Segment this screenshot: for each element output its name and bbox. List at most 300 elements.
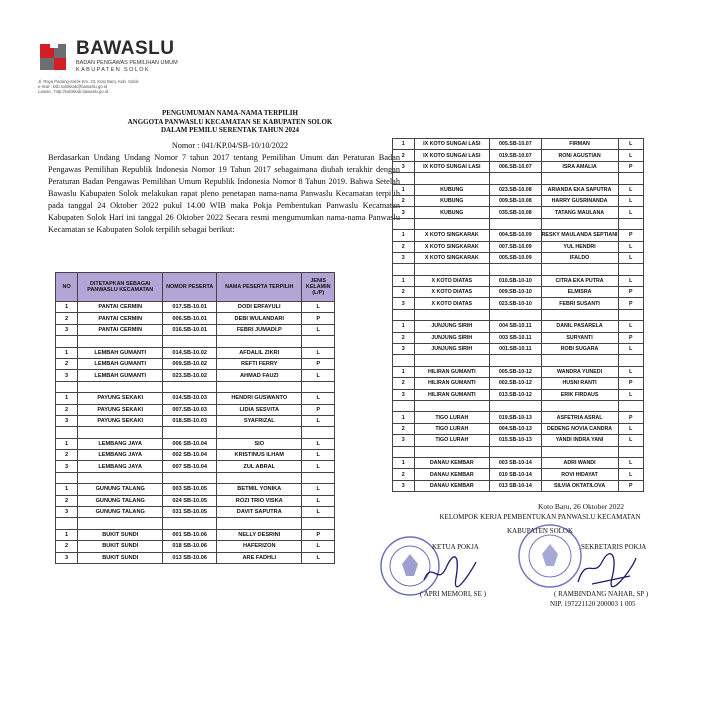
row-kecamatan: X KOTO SINGKARAK xyxy=(414,230,490,241)
row-no: 1 xyxy=(56,484,78,495)
row-nomor-peserta: 023.SB-10.02 xyxy=(163,370,217,381)
table-row xyxy=(393,321,644,332)
row-jenis-kelamin: P xyxy=(618,332,643,343)
table-row xyxy=(393,139,644,150)
row-no: 2 xyxy=(56,313,78,324)
table-row xyxy=(56,552,335,563)
results-table-right xyxy=(392,138,644,492)
row-jenis-kelamin: L xyxy=(618,321,643,332)
row-nama-peserta: ELMISRA xyxy=(541,287,618,298)
table-row xyxy=(393,457,644,468)
row-kecamatan: KUBUNG xyxy=(414,207,490,218)
table-row xyxy=(56,461,335,472)
header-nama-peserta: NAMA PESERTA TERPILIH xyxy=(217,273,302,302)
row-nama-peserta: REFTI FERRY xyxy=(217,358,302,369)
announcement-title: PENGUMUMAN NAMA-NAMA TERPILIH ANGGOTA PANWASLU KECAMATAN SE KABUPATEN SOLOK DALAM PEMILU SERENTAK TAHUN 2024 xyxy=(127,109,333,135)
table-row xyxy=(56,541,335,552)
row-kecamatan: BUKIT SUNDI xyxy=(78,541,163,552)
table-row xyxy=(393,275,644,286)
row-nomor-peserta: 013 SB-10-14 xyxy=(490,480,542,491)
row-kecamatan: GUNUNG TALANG xyxy=(78,507,163,518)
row-no: 3 xyxy=(393,344,415,355)
spacer-cell xyxy=(393,264,415,275)
row-no: 1 xyxy=(393,366,415,377)
row-jenis-kelamin: L xyxy=(618,150,643,161)
row-jenis-kelamin: L xyxy=(302,507,335,518)
row-nama-peserta: SYAFRIZAL xyxy=(217,415,302,426)
row-nama-peserta: HARRY GUSRINANDA xyxy=(541,195,618,206)
table-row xyxy=(393,207,644,218)
row-nomor-peserta: 014.SB-10.03 xyxy=(163,393,217,404)
row-kecamatan: BUKIT SUNDI xyxy=(78,529,163,540)
table-spacer-row xyxy=(393,309,644,320)
row-nama-peserta: AFDALIL ZIKRI xyxy=(217,347,302,358)
row-kecamatan: GUNUNG TALANG xyxy=(78,484,163,495)
row-nomor-peserta: 016.SB-10.01 xyxy=(163,324,217,335)
table-row xyxy=(393,298,644,309)
row-no: 2 xyxy=(393,423,415,434)
row-nomor-peserta: 005.SB-10-12 xyxy=(490,366,542,377)
row-nama-peserta: SIO xyxy=(217,438,302,449)
row-nama-peserta: DANIL PASARELA xyxy=(541,321,618,332)
row-nomor-peserta: 019.SB-10.07 xyxy=(490,150,542,161)
sekretaris-nip: NIP. 197221120 200003 1 005 xyxy=(550,600,636,608)
row-nama-peserta: DODI ERFAYULI xyxy=(217,302,302,313)
row-kecamatan: HILIRAN GUMANTI xyxy=(414,366,490,377)
row-nomor-peserta: 009.SB-10.02 xyxy=(163,358,217,369)
spacer-cell xyxy=(217,336,302,347)
row-nomor-peserta: 018.SB-10.03 xyxy=(163,415,217,426)
row-nama-peserta: ROBI SUGARA xyxy=(541,344,618,355)
row-kecamatan: LEMBAH GUMANTI xyxy=(78,358,163,369)
signature-regency: KABUPATEN SOLOK xyxy=(506,527,574,535)
row-kecamatan: LEMBANG JAYA xyxy=(78,461,163,472)
row-jenis-kelamin: P xyxy=(618,412,643,423)
table-row xyxy=(393,230,644,241)
spacer-cell xyxy=(541,400,618,411)
row-nomor-peserta: 019.SB-10-13 xyxy=(490,412,542,423)
table-row xyxy=(393,344,644,355)
row-nomor-peserta: 001 SB-10.06 xyxy=(163,529,217,540)
spacer-cell xyxy=(541,264,618,275)
row-jenis-kelamin: L xyxy=(618,469,643,480)
row-nomor-peserta: 017.SB-10.01 xyxy=(163,302,217,313)
row-no: 1 xyxy=(56,438,78,449)
spacer-cell xyxy=(490,446,542,457)
spacer-cell xyxy=(414,446,490,457)
table-row xyxy=(56,484,335,495)
row-nomor-peserta: 005.SB-10.07 xyxy=(490,139,542,150)
row-nomor-peserta: 003 SB-10.05 xyxy=(163,484,217,495)
row-nama-peserta: TATANG MAULANA xyxy=(541,207,618,218)
row-jenis-kelamin: L xyxy=(302,347,335,358)
row-kecamatan: IX KOTO SUNGAI LASI xyxy=(414,161,490,172)
spacer-cell xyxy=(302,427,335,438)
row-nama-peserta: WANDRA YUNEDI xyxy=(541,366,618,377)
table-spacer-row xyxy=(393,355,644,366)
row-jenis-kelamin: L xyxy=(302,541,335,552)
row-no: 1 xyxy=(393,457,415,468)
spacer-cell xyxy=(618,218,643,229)
row-nomor-peserta: 035.SB-10.08 xyxy=(490,207,542,218)
row-jenis-kelamin: L xyxy=(618,366,643,377)
row-kecamatan: LEMBAH GUMANTI xyxy=(78,370,163,381)
row-nama-peserta: FEBRI JUMADI.P xyxy=(217,324,302,335)
row-jenis-kelamin: L xyxy=(302,415,335,426)
table-row xyxy=(56,324,335,335)
spacer-cell xyxy=(163,518,217,529)
table-row xyxy=(393,480,644,491)
row-jenis-kelamin: L xyxy=(618,184,643,195)
row-nama-peserta: CITRA EKA PUTRA xyxy=(541,275,618,286)
row-kecamatan: PAYUNG SEKAKI xyxy=(78,404,163,415)
spacer-cell xyxy=(163,381,217,392)
spacer-cell xyxy=(490,309,542,320)
header-nomor-peserta: NOMOR PESERTA xyxy=(163,273,217,302)
table-row xyxy=(393,252,644,263)
table-spacer-row xyxy=(393,400,644,411)
row-nama-peserta: HUSNI RANTI xyxy=(541,378,618,389)
row-no: 3 xyxy=(56,324,78,335)
row-jenis-kelamin: L xyxy=(618,207,643,218)
row-jenis-kelamin: P xyxy=(618,161,643,172)
table-spacer-row xyxy=(393,264,644,275)
row-nomor-peserta: 013 SB-10.06 xyxy=(163,552,217,563)
table-spacer-row xyxy=(393,446,644,457)
table-row xyxy=(393,423,644,434)
row-no: 2 xyxy=(56,495,78,506)
row-kecamatan: X KOTO DIATAS xyxy=(414,275,490,286)
table-row xyxy=(393,412,644,423)
table-row xyxy=(56,507,335,518)
row-kecamatan: DANAU KEMBAR xyxy=(414,480,490,491)
header-kecamatan: DITETAPKAN SEBAGAI PANWASLU KECAMATAN xyxy=(78,273,163,302)
row-nama-peserta: DEBI WULANDARI xyxy=(217,313,302,324)
row-no: 3 xyxy=(393,207,415,218)
row-nama-peserta: ROZI TRIO VISKA xyxy=(217,495,302,506)
row-no: 2 xyxy=(393,469,415,480)
spacer-cell xyxy=(490,355,542,366)
spacer-cell xyxy=(302,336,335,347)
row-nama-peserta: KRISTINUS ILHAM xyxy=(217,450,302,461)
row-jenis-kelamin: L xyxy=(302,302,335,313)
spacer-cell xyxy=(78,336,163,347)
row-no: 1 xyxy=(393,275,415,286)
table-row xyxy=(56,393,335,404)
row-no: 1 xyxy=(393,230,415,241)
row-nomor-peserta: 015.SB-10-13 xyxy=(490,435,542,446)
row-nomor-peserta: 004.SB-10-13 xyxy=(490,423,542,434)
row-nama-peserta: IFALDO xyxy=(541,252,618,263)
row-no: 3 xyxy=(393,389,415,400)
row-no: 2 xyxy=(56,404,78,415)
row-kecamatan: DANAU KEMBAR xyxy=(414,457,490,468)
row-no: 3 xyxy=(56,370,78,381)
row-no: 3 xyxy=(393,252,415,263)
row-nama-peserta: AHMAD FAUZI xyxy=(217,370,302,381)
spacer-cell xyxy=(393,400,415,411)
spacer-cell xyxy=(56,381,78,392)
row-kecamatan: JUNJUNG SIRIH xyxy=(414,332,490,343)
row-nama-peserta: DEDENG NOVIA CANDRA xyxy=(541,423,618,434)
row-nomor-peserta: 005.SB-10.09 xyxy=(490,252,542,263)
spacer-cell xyxy=(414,264,490,275)
signature-date: Koto Baru, 26 Oktober 2022 xyxy=(538,502,625,511)
spacer-cell xyxy=(490,264,542,275)
table-spacer-row xyxy=(56,336,335,347)
row-nomor-peserta: 024 SB-10.05 xyxy=(163,495,217,506)
row-kecamatan: PANTAI CERMIN xyxy=(78,313,163,324)
signature-organization: KELOMPOK KERJA PEMBENTUKAN PANWASLU KECAMATAN xyxy=(439,513,641,521)
spacer-cell xyxy=(217,518,302,529)
header-no: NO xyxy=(56,273,78,302)
row-kecamatan: DANAU KEMBAR xyxy=(414,469,490,480)
row-nama-peserta: RONI AGUSTIAN xyxy=(541,150,618,161)
row-kecamatan: TIGO LURAH xyxy=(414,435,490,446)
sekretaris-signature-icon xyxy=(572,548,642,590)
spacer-cell xyxy=(393,446,415,457)
row-kecamatan: X KOTO SINGKARAK xyxy=(414,241,490,252)
row-jenis-kelamin: L xyxy=(618,195,643,206)
row-kecamatan: HILIRAN GUMANTI xyxy=(414,389,490,400)
row-jenis-kelamin: P xyxy=(618,287,643,298)
row-nomor-peserta: 006.SB-10.07 xyxy=(490,161,542,172)
row-nama-peserta: YUL HENDRI xyxy=(541,241,618,252)
spacer-cell xyxy=(541,218,618,229)
spacer-cell xyxy=(541,355,618,366)
row-no: 1 xyxy=(393,321,415,332)
spacer-cell xyxy=(78,381,163,392)
row-kecamatan: PAYUNG SEKAKI xyxy=(78,415,163,426)
row-kecamatan: BUKIT SUNDI xyxy=(78,552,163,563)
row-jenis-kelamin: L xyxy=(618,344,643,355)
spacer-cell xyxy=(414,400,490,411)
table-spacer-row xyxy=(56,472,335,483)
row-no: 1 xyxy=(56,393,78,404)
row-no: 2 xyxy=(56,541,78,552)
table-row xyxy=(56,495,335,506)
row-nomor-peserta: 014.SB-10.02 xyxy=(163,347,217,358)
spacer-cell xyxy=(393,355,415,366)
row-no: 3 xyxy=(393,480,415,491)
row-nama-peserta: ASFETRIA ASRAL xyxy=(541,412,618,423)
spacer-cell xyxy=(618,173,643,184)
row-nama-peserta: SURYANTI xyxy=(541,332,618,343)
header-jenis-kelamin: JENIS KELAMIN (L/P) xyxy=(302,273,335,302)
table-row xyxy=(56,302,335,313)
row-nama-peserta: ROVI HIDAYAT xyxy=(541,469,618,480)
row-jenis-kelamin: L xyxy=(302,370,335,381)
row-jenis-kelamin: L xyxy=(618,389,643,400)
row-nama-peserta: ISRA AMALIA xyxy=(541,161,618,172)
row-no: 1 xyxy=(56,302,78,313)
row-jenis-kelamin: L xyxy=(302,495,335,506)
spacer-cell xyxy=(78,427,163,438)
row-kecamatan: LEMBAH GUMANTI xyxy=(78,347,163,358)
row-jenis-kelamin: L xyxy=(618,457,643,468)
row-nama-peserta: ARIANDA EKA SAPUTRA xyxy=(541,184,618,195)
spacer-cell xyxy=(541,309,618,320)
row-nomor-peserta: 007.SB-10.09 xyxy=(490,241,542,252)
table-row xyxy=(393,332,644,343)
row-no: 1 xyxy=(393,139,415,150)
spacer-cell xyxy=(78,518,163,529)
spacer-cell xyxy=(490,173,542,184)
row-nama-peserta: FEBRI SUSANTI xyxy=(541,298,618,309)
spacer-cell xyxy=(56,518,78,529)
spacer-cell xyxy=(78,472,163,483)
row-nama-peserta: DAVIT SAPUTRA xyxy=(217,507,302,518)
row-no: 2 xyxy=(393,332,415,343)
table-row xyxy=(393,150,644,161)
spacer-cell xyxy=(393,173,415,184)
office-address: Jl. Raya Padang-Solok Km. 23, Koto Baru, Kab. Solok e-mail : ksb.solokkab@bawaslu.go.id Laman : http://solokkab.bawaslu.go.id xyxy=(38,79,139,95)
row-kecamatan: LEMBANG JAYA xyxy=(78,438,163,449)
spacer-cell xyxy=(414,355,490,366)
row-nomor-peserta: 023.SB-10.08 xyxy=(490,184,542,195)
row-no: 2 xyxy=(393,378,415,389)
row-nama-peserta: HAFERIZON xyxy=(217,541,302,552)
row-nama-peserta: HENDRI GUSWANTO xyxy=(217,393,302,404)
row-kecamatan: PANTAI CERMIN xyxy=(78,324,163,335)
row-kecamatan: KUBUNG xyxy=(414,184,490,195)
row-nomor-peserta: 003 SB-10-14 xyxy=(490,457,542,468)
spacer-cell xyxy=(618,355,643,366)
bawaslu-logo-icon xyxy=(36,38,72,74)
sekretaris-label: SEKRETARIS POKJA xyxy=(581,543,647,551)
row-nama-peserta: FIRMAN xyxy=(541,139,618,150)
table-row xyxy=(393,389,644,400)
row-jenis-kelamin: L xyxy=(618,275,643,286)
table-row xyxy=(56,529,335,540)
row-nomor-peserta: 002.SB-10-12 xyxy=(490,378,542,389)
brand-name: BAWASLU xyxy=(76,38,175,59)
row-nomor-peserta: 013.SB-10-12 xyxy=(490,389,542,400)
table-row xyxy=(393,287,644,298)
ketua-name: ( APRI MEMORI, SE ) xyxy=(420,590,486,598)
row-no: 2 xyxy=(393,287,415,298)
row-nomor-peserta: 018 SB-10.06 xyxy=(163,541,217,552)
row-jenis-kelamin: L xyxy=(618,252,643,263)
row-kecamatan: TIGO LURAH xyxy=(414,423,490,434)
spacer-cell xyxy=(414,173,490,184)
row-jenis-kelamin: L xyxy=(618,241,643,252)
row-jenis-kelamin: L xyxy=(618,139,643,150)
spacer-cell xyxy=(302,472,335,483)
row-nomor-peserta: 007.SB-10.03 xyxy=(163,404,217,415)
row-nama-peserta: NELLY DESRINI xyxy=(217,529,302,540)
row-no: 3 xyxy=(56,415,78,426)
row-jenis-kelamin: L xyxy=(618,423,643,434)
row-nama-peserta: LIDIA SESVITA xyxy=(217,404,302,415)
table-spacer-row xyxy=(56,518,335,529)
row-kecamatan: TIGO LURAH xyxy=(414,412,490,423)
row-nomor-peserta: 010 SB-10-14 xyxy=(490,469,542,480)
spacer-cell xyxy=(56,427,78,438)
row-jenis-kelamin: L xyxy=(302,324,335,335)
table-spacer-row xyxy=(56,427,335,438)
row-jenis-kelamin: P xyxy=(302,313,335,324)
row-no: 2 xyxy=(393,195,415,206)
row-no: 2 xyxy=(56,450,78,461)
row-no: 3 xyxy=(393,435,415,446)
spacer-cell xyxy=(217,381,302,392)
row-jenis-kelamin: L xyxy=(618,435,643,446)
spacer-cell xyxy=(393,309,415,320)
row-nomor-peserta: 009.SB-10-10 xyxy=(490,287,542,298)
table-row xyxy=(393,378,644,389)
table-row xyxy=(393,435,644,446)
table-row xyxy=(56,404,335,415)
ketua-signature-icon xyxy=(420,550,480,590)
row-nomor-peserta: 004 SB-10.11 xyxy=(490,321,542,332)
row-jenis-kelamin: L xyxy=(302,393,335,404)
spacer-cell xyxy=(302,518,335,529)
spacer-cell xyxy=(541,173,618,184)
row-jenis-kelamin: P xyxy=(618,480,643,491)
sekretaris-name: ( RAMBINDANG NAHAR, SP ) xyxy=(554,590,649,598)
row-jenis-kelamin: P xyxy=(302,404,335,415)
row-nomor-peserta: 010.SB-10-10 xyxy=(490,275,542,286)
row-kecamatan: HILIRAN GUMANTI xyxy=(414,378,490,389)
row-no: 3 xyxy=(393,298,415,309)
table-row xyxy=(393,195,644,206)
brand-subtitle: BADAN PENGAWAS PEMILIHAN UMUM KABUPATEN SOLOK xyxy=(76,60,178,73)
spacer-cell xyxy=(490,218,542,229)
table-row xyxy=(56,313,335,324)
results-table-left xyxy=(55,272,335,564)
row-nama-peserta: ZUL ABRAL xyxy=(217,461,302,472)
spacer-cell xyxy=(56,336,78,347)
row-no: 1 xyxy=(393,412,415,423)
table-row xyxy=(393,366,644,377)
row-nomor-peserta: 001.SB-10.11 xyxy=(490,344,542,355)
table-row xyxy=(56,347,335,358)
spacer-cell xyxy=(56,472,78,483)
spacer-cell xyxy=(618,400,643,411)
row-kecamatan: JUNJUNG SIRIH xyxy=(414,321,490,332)
table-row xyxy=(393,469,644,480)
row-kecamatan: KUBUNG xyxy=(414,195,490,206)
table-row xyxy=(393,241,644,252)
row-nomor-peserta: 003 SB-10.11 xyxy=(490,332,542,343)
row-no: 3 xyxy=(393,161,415,172)
spacer-cell xyxy=(302,381,335,392)
table-row xyxy=(56,438,335,449)
spacer-cell xyxy=(618,264,643,275)
row-jenis-kelamin: P xyxy=(618,298,643,309)
spacer-cell xyxy=(541,446,618,457)
spacer-cell xyxy=(393,218,415,229)
row-nomor-peserta: 004.SB-10.09 xyxy=(490,230,542,241)
table-row xyxy=(56,450,335,461)
row-nomor-peserta: 031 SB-10.05 xyxy=(163,507,217,518)
row-kecamatan: X KOTO DIATAS xyxy=(414,298,490,309)
row-jenis-kelamin: L xyxy=(302,552,335,563)
spacer-cell xyxy=(414,309,490,320)
spacer-cell xyxy=(163,472,217,483)
intro-paragraph: Berdasarkan Undang Undang Nomor 7 tahun 2017 tentang Pemilihan Umum dan Peraturan Badan Pengawas Pemilihan Republik Indonesia Nomor 19 Tahun 2017 sebagaimana diubah terakhir dengan Peraturan Badan Pengawas Pemilihan Umum Republik Indonesia Nomor 8 Tahun 2019. Bahwa Setelah Bawaslu Kabupaten Solok melakukan rapat pleno penetapan nama-nama Panwaslu Kecamatan terpilih pada tanggal 24 Oktober 2022 pukul 14.00 WIB maka Pokja Pembentukan Panwaslu Kecamatan Kabupaten Solok Hari ini tanggal 26 Oktober 2022 Secara resmi mengumumkan nama-nama Panwaslu Kecamatan se Kabupaten Solok terpilih sebagai berikut: xyxy=(48,153,400,235)
ketua-label: KETUA POKJA xyxy=(432,543,479,551)
row-kecamatan: JUNJUNG SIRIH xyxy=(414,344,490,355)
spacer-cell xyxy=(414,218,490,229)
row-nama-peserta: BETMIL YONIKA xyxy=(217,484,302,495)
row-jenis-kelamin: L xyxy=(302,484,335,495)
row-nama-peserta: ARE FADHLI xyxy=(217,552,302,563)
spacer-cell xyxy=(163,427,217,438)
row-nama-peserta: RESKY MAULANDA SEPTIANI xyxy=(541,230,618,241)
row-no: 1 xyxy=(393,184,415,195)
